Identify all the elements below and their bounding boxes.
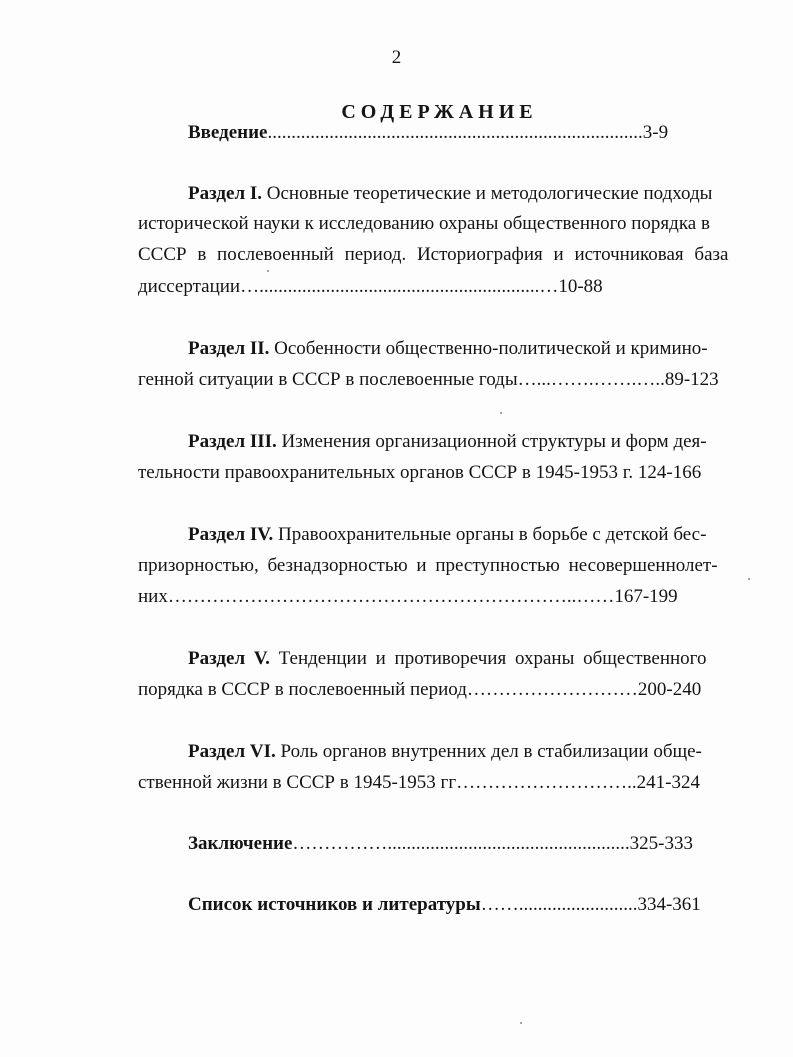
- toc-sources-label: Список источников и литературы: [188, 894, 481, 915]
- toc-section-4-line-1: Правоохранительные органы в борьбе с детской бес-: [278, 524, 707, 545]
- toc-entry-section-5: [188, 649, 706, 668]
- toc-section-2-label: Раздел II.: [188, 338, 270, 359]
- toc-section-6-line-1: Роль органов внутренних дел в стабилизации обще-: [280, 741, 702, 762]
- toc-section-5-line-2: порядка в СССР в послевоенный период………………………200-240: [138, 679, 702, 700]
- toc-section-5-line-1: Тенденции и противоречия охраны общественного: [278, 648, 707, 669]
- scan-speck: [748, 578, 750, 580]
- toc-section-1-line-2: исторической науки к исследованию охраны общественного порядка в: [138, 213, 710, 234]
- toc-section-1-line-1: Основные теоретические и методологические подходы: [266, 183, 713, 204]
- scan-speck: [520, 1022, 522, 1024]
- toc-entry-section-1: [188, 184, 712, 203]
- toc-entry-intro: [188, 123, 668, 142]
- toc-section-1-line-4: диссертации…...........................................................…10-88: [138, 276, 603, 297]
- toc-section-4-line-3: них………………………………………………………..……167-199: [138, 586, 678, 607]
- toc-section-3-label: Раздел III.: [188, 431, 277, 452]
- toc-entry-conclusion: [188, 834, 693, 853]
- toc-conclusion-label: Заключение: [188, 833, 293, 854]
- toc-entry-section-2: [188, 339, 708, 358]
- toc-section-1-label: Раздел I.: [188, 183, 262, 204]
- toc-entry-section-4: [188, 525, 706, 544]
- toc-section-1-line-3: СССР в послевоенный период. Историография и источниковая база: [138, 244, 729, 265]
- toc-section-2-line-1: Особенности общественно-политической и кримино-: [274, 338, 708, 359]
- toc-entry-section-3: [188, 432, 707, 451]
- toc-section-5-label: Раздел V.: [188, 648, 270, 669]
- toc-section-3-line-2: тельности правоохранительных органов СССР в 1945-1953 г. 124-166: [138, 462, 702, 483]
- toc-section-4-label: Раздел IV.: [188, 524, 274, 545]
- toc-section-6-label: Раздел VI.: [188, 741, 276, 762]
- toc-entry-sources: [188, 895, 701, 914]
- toc-conclusion-leader-pages: ……………...................................................325-333: [292, 833, 693, 854]
- toc-section-3-line-1: Изменения организационной структуры и форм дея-: [281, 431, 707, 452]
- toc-intro-label: Введение: [188, 122, 268, 143]
- page-title: СОДЕРЖАНИЕ: [341, 101, 538, 123]
- toc-section-2-line-2: генной ситуации в СССР в послевоенные годы…...…….…….…..89-123: [138, 369, 719, 390]
- toc-section-4-line-2: призорностью, безнадзорностью и преступностью несовершеннолет-: [138, 555, 718, 576]
- toc-intro-leader-pages: ...............................................................................3-9: [267, 122, 669, 143]
- toc-entry-section-6: [188, 742, 702, 761]
- scan-speck: [267, 270, 269, 272]
- toc-section-6-line-2: ственной жизни в СССР в 1945-1953 гг………………………..241-324: [138, 772, 700, 793]
- toc-sources-leader-pages: …….........................334-361: [480, 894, 701, 915]
- scan-speck: [500, 412, 502, 414]
- page-number: 2: [391, 47, 402, 68]
